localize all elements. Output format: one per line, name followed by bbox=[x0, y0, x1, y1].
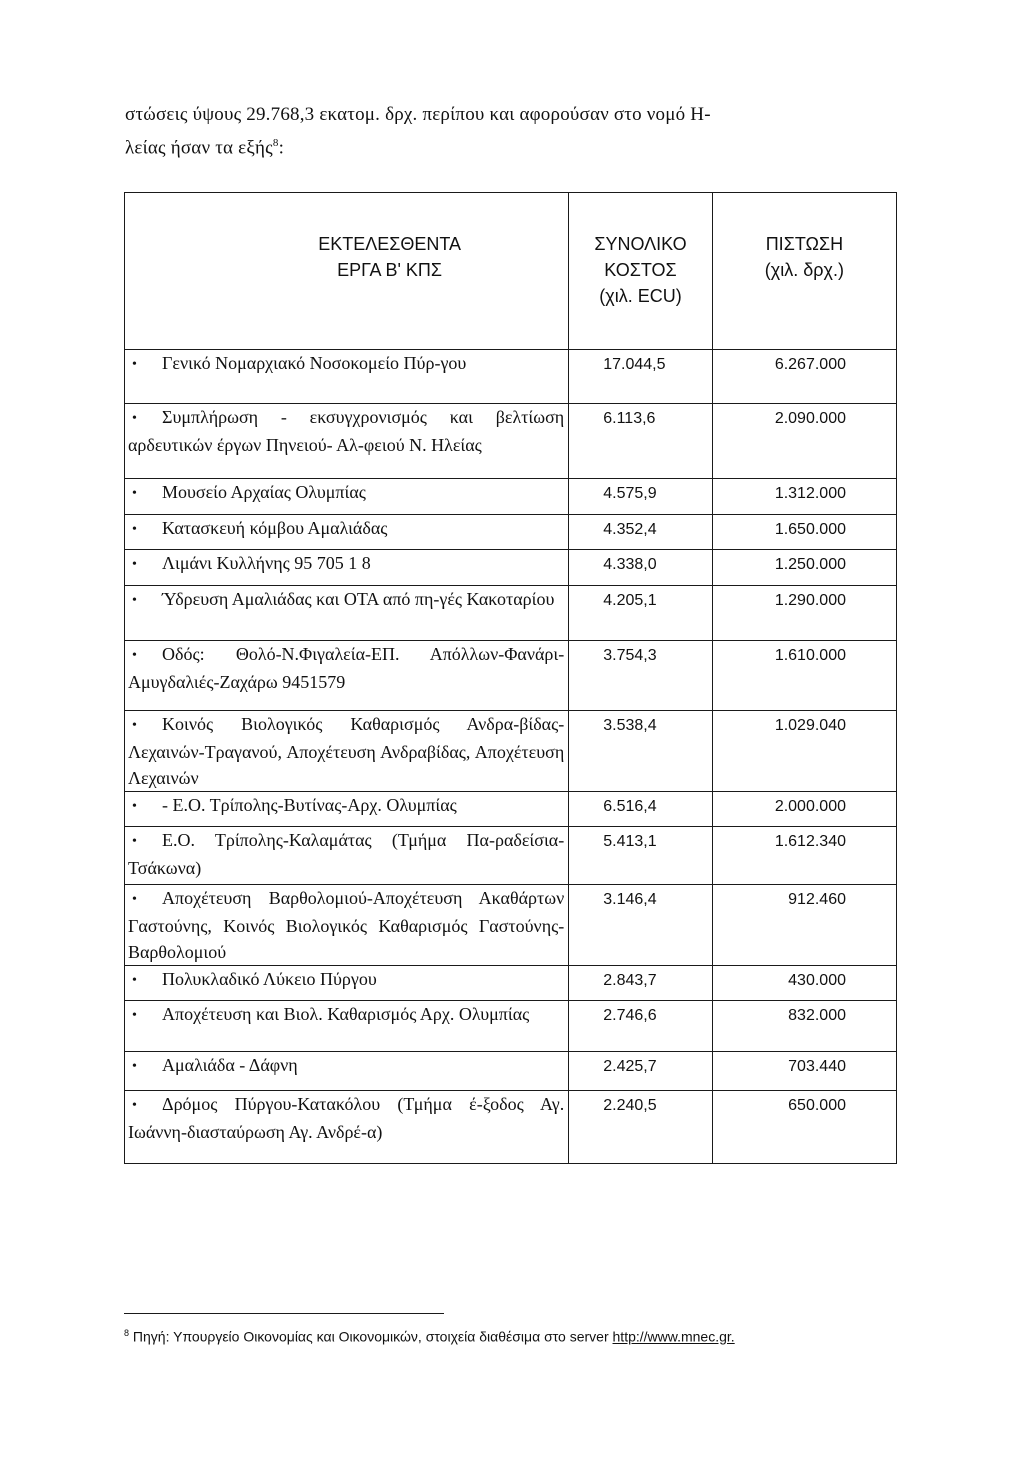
table-row bbox=[125, 966, 897, 1001]
credit-cell bbox=[712, 827, 896, 885]
credit-cell bbox=[712, 586, 896, 641]
header-projects-line-1: ΕΚΤΕΛΕΣΘΕΝΤΑ bbox=[318, 234, 462, 254]
bullet-icon: • bbox=[132, 718, 137, 733]
credit-cell bbox=[712, 966, 896, 1001]
cost-cell bbox=[569, 350, 713, 404]
bullet-icon: • bbox=[132, 593, 137, 608]
project-name: Κοινός Βιολογικός Καθαρισμός Ανδρα-βίδας-Λεχαινών-Τραγανού, Αποχέτευση Ανδραβίδας, Αποχέτευση Λεχαινών bbox=[128, 714, 565, 788]
header-credit-line-1: ΠΙΣΤΩΣΗ bbox=[765, 234, 844, 254]
bullet-icon: • bbox=[132, 411, 137, 426]
project-text bbox=[128, 641, 564, 695]
credit-cell bbox=[712, 479, 896, 515]
credit-cell bbox=[712, 885, 896, 966]
project-cell bbox=[125, 966, 569, 1001]
cost-value: 4.338,0 bbox=[603, 556, 657, 573]
header-total-cost bbox=[569, 193, 713, 350]
credit-value: 1.250.000 bbox=[774, 556, 846, 573]
project-cell bbox=[125, 1091, 569, 1164]
credit-value: 1.029.040 bbox=[774, 717, 846, 734]
credit-value: 2.090.000 bbox=[774, 410, 846, 427]
credit-cell bbox=[712, 641, 896, 711]
table-row bbox=[125, 479, 897, 515]
header-cost-line-1: ΣΥΝΟΛΙΚΟ bbox=[594, 234, 687, 254]
project-name: Οδός: Θολό-Ν.Φιγαλεία-ΕΠ. Απόλλων-Φανάρι-Αμυγδαλιές-Ζαχάρω 9451579 bbox=[128, 644, 565, 692]
cost-value: 2.843,7 bbox=[603, 972, 657, 989]
project-text bbox=[128, 350, 564, 378]
bullet-icon: • bbox=[132, 834, 137, 849]
project-text bbox=[128, 1052, 564, 1080]
project-text bbox=[128, 404, 564, 458]
credit-value: 1.312.000 bbox=[774, 485, 846, 502]
project-name: Ύδρευση Αμαλιάδας και ΟΤΑ από πη-γές Κακοταρίου bbox=[162, 589, 555, 609]
cost-value: 4.352,4 bbox=[603, 521, 657, 538]
credit-cell bbox=[712, 404, 896, 479]
cost-value: 3.146,4 bbox=[603, 891, 657, 908]
intro-line-1: στώσεις ύψους 29.768,3 εκατομ. δρχ. περίπου και αφορούσαν στο νομό Η- bbox=[125, 104, 711, 125]
cost-cell bbox=[569, 711, 713, 792]
project-name: Λιμάνι Κυλλήνης 95 705 1 8 bbox=[162, 553, 371, 573]
credit-value: 703.440 bbox=[788, 1058, 846, 1075]
footnote-marker: 8 bbox=[124, 1328, 130, 1338]
cost-value: 6.516,4 bbox=[603, 798, 657, 815]
credit-value: 1.610.000 bbox=[774, 647, 846, 664]
credit-cell bbox=[712, 711, 896, 792]
bullet-icon: • bbox=[132, 357, 137, 372]
table-row bbox=[125, 550, 897, 586]
cost-cell bbox=[569, 1001, 713, 1052]
project-text bbox=[128, 966, 564, 994]
bullet-icon: • bbox=[132, 486, 137, 501]
bullet-icon: • bbox=[132, 648, 137, 663]
credit-cell bbox=[712, 1052, 896, 1091]
project-text bbox=[128, 885, 564, 965]
cost-cell bbox=[569, 966, 713, 1001]
project-name: Αποχέτευση και Βιολ. Καθαρισμός Αρχ. Ολυμπίας bbox=[162, 1004, 530, 1024]
credit-cell bbox=[712, 792, 896, 827]
project-text bbox=[128, 515, 564, 543]
project-cell bbox=[125, 515, 569, 550]
credit-value: 2.000.000 bbox=[774, 798, 846, 815]
intro-paragraph bbox=[125, 100, 885, 162]
cost-cell bbox=[569, 641, 713, 711]
table-row bbox=[125, 404, 897, 479]
bullet-icon: • bbox=[132, 1059, 137, 1074]
cost-cell bbox=[569, 1091, 713, 1164]
header-cost-line-3: (χιλ. ECU) bbox=[599, 286, 682, 306]
credit-cell bbox=[712, 1091, 896, 1164]
intro-line-2-text: λείας ήσαν τα εξής bbox=[125, 137, 273, 159]
cost-value: 2.425,7 bbox=[603, 1058, 657, 1075]
cost-value: 4.205,1 bbox=[603, 592, 657, 609]
cost-value: 6.113,6 bbox=[603, 410, 656, 427]
bullet-icon: • bbox=[132, 1098, 137, 1113]
table-row bbox=[125, 350, 897, 404]
cost-cell bbox=[569, 586, 713, 641]
table-header-row bbox=[125, 193, 897, 350]
credit-cell bbox=[712, 550, 896, 586]
table-row bbox=[125, 1052, 897, 1091]
bullet-icon: • bbox=[132, 799, 137, 814]
header-projects bbox=[125, 193, 569, 350]
credit-value: 1.290.000 bbox=[774, 592, 846, 609]
cost-value: 2.240,5 bbox=[603, 1097, 657, 1114]
project-name: Ε.Ο. Τρίπολης-Καλαμάτας (Τμήμα Πα-ραδείσια-Τσάκωνα) bbox=[128, 830, 565, 878]
credit-value: 1.650.000 bbox=[774, 521, 846, 538]
table-row bbox=[125, 586, 897, 641]
project-cell bbox=[125, 479, 569, 515]
project-name: Συμπλήρωση - εκσυγχρονισμός και βελτίωση αρδευτικών έργων Πηνειού- Αλ-φειού Ν. Ηλείας bbox=[128, 407, 565, 455]
cost-value: 3.538,4 bbox=[603, 717, 657, 734]
project-cell bbox=[125, 641, 569, 711]
project-text bbox=[128, 479, 564, 507]
project-name: Αποχέτευση Βαρθολομιού-Αποχέτευση Ακαθάρτων Γαστούνης, Κοινός Βιολογικός Καθαρισμός Γαστούνης-Βαρθολομιού bbox=[128, 888, 565, 962]
table-row bbox=[125, 827, 897, 885]
cost-cell bbox=[569, 515, 713, 550]
project-cell bbox=[125, 792, 569, 827]
project-name: Μουσείο Αρχαίας Ολυμπίας bbox=[162, 482, 366, 502]
cost-cell bbox=[569, 479, 713, 515]
table-row bbox=[125, 641, 897, 711]
project-name: Αμαλιάδα - Δάφνη bbox=[162, 1055, 298, 1075]
project-text bbox=[128, 550, 564, 578]
table-row bbox=[125, 515, 897, 550]
project-cell bbox=[125, 404, 569, 479]
project-text bbox=[128, 1091, 564, 1145]
cost-cell bbox=[569, 827, 713, 885]
project-cell bbox=[125, 1001, 569, 1052]
header-cost-line-2: ΚΟΣΤΟΣ bbox=[604, 260, 677, 280]
footnote-text: Πηγή: Υπουργείο Οικονομίας και Οικονομικών, στοιχεία διαθέσιμα στο server bbox=[132, 1328, 613, 1345]
intro-line-2-end: : bbox=[278, 137, 285, 159]
cost-cell bbox=[569, 550, 713, 586]
project-cell bbox=[125, 550, 569, 586]
header-projects-line-2: ΕΡΓΑ Β' ΚΠΣ bbox=[337, 260, 443, 280]
credit-cell bbox=[712, 515, 896, 550]
footnote-link[interactable]: http://www.mnec.gr. bbox=[612, 1328, 735, 1345]
project-text bbox=[128, 792, 564, 820]
cost-cell bbox=[569, 792, 713, 827]
bullet-icon: • bbox=[132, 557, 137, 572]
cost-value: 4.575,9 bbox=[603, 485, 657, 502]
cost-cell bbox=[569, 1052, 713, 1091]
table-row bbox=[125, 1091, 897, 1164]
projects-table bbox=[124, 192, 897, 1164]
project-cell bbox=[125, 711, 569, 792]
cost-value: 17.044,5 bbox=[603, 356, 666, 373]
footnote bbox=[124, 1328, 735, 1345]
table-row bbox=[125, 885, 897, 966]
credit-value: 912.460 bbox=[788, 891, 846, 908]
bullet-icon: • bbox=[132, 973, 137, 988]
project-text bbox=[128, 1001, 564, 1029]
project-text bbox=[128, 827, 564, 881]
footnote-ref[interactable]: 8 bbox=[272, 137, 279, 149]
header-credit bbox=[712, 193, 896, 350]
project-name: Κατασκευή κόμβου Αμαλιάδας bbox=[162, 518, 388, 538]
project-cell bbox=[125, 827, 569, 885]
credit-value: 1.612.340 bbox=[774, 833, 846, 850]
credit-value: 430.000 bbox=[788, 972, 846, 989]
credit-value: 6.267.000 bbox=[774, 356, 846, 373]
cost-cell bbox=[569, 404, 713, 479]
credit-value: 832.000 bbox=[788, 1007, 846, 1024]
footnote-divider bbox=[124, 1313, 444, 1314]
project-name: Πολυκλαδικό Λύκειο Πύργου bbox=[162, 969, 377, 989]
bullet-icon: • bbox=[132, 1008, 137, 1023]
cost-value: 3.754,3 bbox=[603, 647, 657, 664]
cost-value: 2.746,6 bbox=[603, 1007, 657, 1024]
project-cell bbox=[125, 1052, 569, 1091]
table-row bbox=[125, 711, 897, 792]
cost-cell bbox=[569, 885, 713, 966]
project-cell bbox=[125, 350, 569, 404]
project-name: Γενικό Νομαρχιακό Νοσοκομείο Πύρ-γου bbox=[162, 353, 467, 373]
bullet-icon: • bbox=[132, 892, 137, 907]
credit-cell bbox=[712, 350, 896, 404]
project-text bbox=[128, 586, 564, 614]
cost-value: 5.413,1 bbox=[603, 833, 657, 850]
project-name: Δρόμος Πύργου-Κατακόλου (Τμήμα έ-ξοδος Αγ. Ιωάννη-διασταύρωση Αγ. Ανδρέ-α) bbox=[128, 1094, 565, 1142]
header-credit-line-2: (χιλ. δρχ.) bbox=[764, 260, 844, 280]
table-row bbox=[125, 792, 897, 827]
credit-cell bbox=[712, 1001, 896, 1052]
project-cell bbox=[125, 885, 569, 966]
intro-line-2 bbox=[125, 129, 885, 162]
project-text bbox=[128, 711, 564, 791]
project-cell bbox=[125, 586, 569, 641]
credit-value: 650.000 bbox=[788, 1097, 846, 1114]
table-row bbox=[125, 1001, 897, 1052]
project-name: - Ε.Ο. Τρίπολης-Βυτίνας-Αρχ. Ολυμπίας bbox=[162, 795, 457, 815]
bullet-icon: • bbox=[132, 522, 137, 537]
